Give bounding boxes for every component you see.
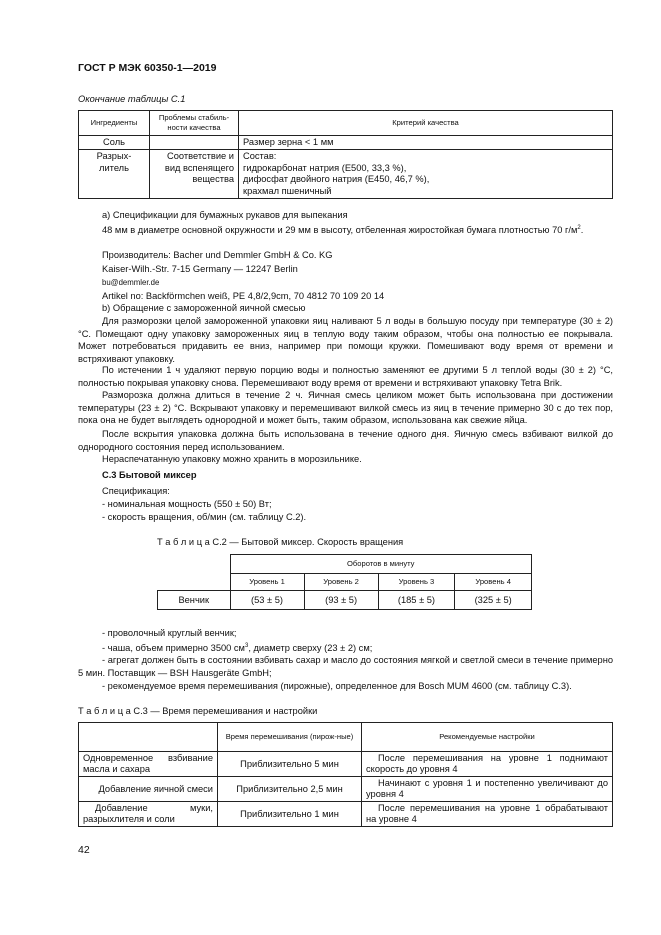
table-row	[79, 150, 613, 199]
bullet-item: - агрегат должен быть в состоянии взбивать сахар и масло до состояния мягкой и светлой смеси в течение примерно 5 мин. Поставщик — BSH Hausgeräte GmbH;	[78, 655, 613, 678]
table-c2-level-header: Уровень 2	[304, 574, 378, 591]
table-c3-caption: Т а б л и ц а С.3 — Время перемешивания и настройки	[78, 706, 318, 716]
table-c3-setting: Начинают с уровня 1 и постепенно увеличивают до уровня 4	[362, 777, 613, 802]
bowl-text-end: , диаметр сверху (23 ± 2) см;	[248, 643, 373, 654]
paper-spec-text-end: .	[580, 225, 584, 236]
bowl-text: - чаша, объем примерно 3500 см	[102, 643, 245, 654]
table-c2-level-header: Уровень 1	[230, 574, 304, 591]
section-c3-heading: С.3 Бытовой миксер	[102, 470, 197, 480]
table-c2-value: (185 ± 5)	[378, 591, 455, 610]
table-c2-caption: Т а б л и ц а С.2 — Бытовой миксер. Скорость вращения	[157, 537, 404, 547]
table-row	[79, 752, 613, 777]
table-c1-cell-criteria	[239, 150, 613, 199]
criteria-line: крахмал пшеничный	[243, 185, 332, 196]
paragraph: Для разморозки целой замороженной упаковки яиц наливают 5 л воды в большую посуду при температуре (30 ± 2) °С. Помещают одну упаковку замороженных яиц в теплую воду таким образом, чтобы она полностью ее покрывала. Может потребоваться придавить ее вниз, например при помощи кружки. Помешивают воду время от времени и встряхивают упаковку.	[78, 316, 613, 364]
address-text: Kaiser-Wilh.-Str. 7-15 Germany — 12247 Berlin	[102, 264, 298, 274]
table-c2-value: (53 ± 5)	[230, 591, 304, 610]
table-c2-value: (93 ± 5)	[304, 591, 378, 610]
article-text: Artikel no: Backförmchen weiß, PE 4,8/2,9cm, 70 4812 70 109 20 14	[102, 291, 385, 301]
table-c3-time: Приблизительно 2,5 мин	[218, 777, 362, 802]
table-row	[79, 777, 613, 802]
criteria-line: дифосфат двойного натрия (E450, 46,7 %),	[243, 174, 430, 184]
criteria-line: гидрокарбонат натрия (E500, 33,3 %),	[243, 162, 407, 173]
table-c2-value: (325 ± 5)	[455, 591, 532, 610]
table-c1-header-problems: Проблемы стабиль-ности качества	[150, 111, 239, 136]
table-c3-task: Добавление муки, разрыхлителя и соли	[79, 802, 218, 827]
table-c2	[157, 554, 532, 610]
criteria-line: Состав:	[243, 151, 277, 161]
spec-label: Спецификация:	[102, 486, 170, 496]
table-c3-header-time: Время перемешивания (пирож-ные)	[218, 723, 362, 752]
table-c3-time: Приблизительно 5 мин	[218, 752, 362, 777]
table-row	[79, 136, 613, 150]
table-c3-task: Одновременное взбивание масла и сахара	[79, 752, 218, 777]
table-c3	[78, 722, 613, 827]
table-c2-row-label: Венчик	[158, 591, 231, 610]
email-text: bu@demmler.de	[102, 278, 160, 287]
bullet-item: - проволочный круглый венчик;	[102, 628, 237, 638]
table-c1-cell-ingredient: Разрых-литель	[79, 150, 150, 199]
section-b-heading: b) Обращение с замороженной яичной смесью	[102, 303, 306, 313]
table-c3-header-settings: Рекомендуемые настройки	[362, 723, 613, 752]
paragraph: По истечении 1 ч удаляют первую порцию воды и полностью заменяют ее другими 5 л теплой воды (30 ± 2) °С, полностью покрывая упаковку снова. Перемешивают воду время от времени и встряхивают упаковку Tetra Brik.	[78, 365, 613, 388]
spec-item: - скорость вращения, об/мин (см. таблицу С.2).	[102, 512, 307, 522]
bullet-item: - рекомендуемое время перемешивания (пирожные), определенное для Bosch MUM 4600 (см. таблицу С.3).	[102, 681, 572, 691]
paragraph: Разморозка должна длиться в течение 2 ч. Яичная смесь целиком может быть использована при достижении температуры (23 ± 2) °С. Вскрывают упаковку и перемешивают вилкой смесь из яиц в течение примерно 30 с до тех пор, пока она не будет выглядеть однородной и может быть, таким образом, использована как свежие яйца.	[78, 390, 613, 426]
section-a-text	[78, 222, 613, 237]
table-c3-task: Добавление яичной смеси	[79, 777, 218, 802]
section-a-heading: a) Спецификации для бумажных рукавов для выпекания	[102, 210, 348, 220]
table-c2-group-header: Оборотов в минуту	[230, 555, 532, 574]
unit-superscript: 2	[577, 225, 581, 231]
table-c1-cell-criteria: Размер зерна < 1 мм	[239, 136, 613, 150]
table-row	[79, 802, 613, 827]
table-c1-cell-problem: Соответствие и вид вспенящего вещества	[150, 150, 239, 199]
table-c1-cell-ingredient: Соль	[79, 136, 150, 150]
table-c1-caption: Окончание таблицы С.1	[78, 94, 186, 104]
table-c1	[78, 110, 613, 199]
paragraph: Нераспечатанную упаковку можно хранить в морозильнике.	[102, 454, 362, 464]
table-c3-time: Приблизительно 1 мин	[218, 802, 362, 827]
unit-superscript: 3	[244, 643, 249, 649]
table-row	[158, 591, 532, 610]
table-c3-header-task	[79, 723, 218, 752]
table-c3-setting: После перемешивания на уровне 1 обрабатывают на уровне 4	[362, 802, 613, 827]
manufacturer-text: Производитель: Bacher und Demmler GmbH & Co. KG	[102, 250, 333, 260]
table-c1-header-ingredients: Ингредиенты	[79, 111, 150, 136]
spec-item: - номинальная мощность (550 ± 50) Вт;	[102, 499, 272, 509]
paragraph: После вскрытия упаковка должна быть использована в течение одного дня. Яичную смесь взбивают вилкой до однородного состояния перед использованием.	[78, 429, 613, 452]
bullet-item	[78, 640, 613, 655]
paper-spec-text: 48 мм в диаметре основной окружности и 29 мм в высоту, отбеленная жиростойкая бумага плотностью 70 г/м	[102, 225, 578, 236]
table-c1-cell-problem	[150, 136, 239, 150]
table-c2-level-header: Уровень 3	[378, 574, 455, 591]
page-number: 42	[78, 844, 90, 856]
table-c2-empty-corner	[158, 555, 231, 591]
table-c1-header-criteria: Критерий качества	[239, 111, 613, 136]
table-c2-level-header: Уровень 4	[455, 574, 532, 591]
table-c3-setting: После перемешивания на уровне 1 поднимают скорость до уровня 4	[362, 752, 613, 777]
page-header-title: ГОСТ Р МЭК 60350-1—2019	[78, 62, 217, 74]
